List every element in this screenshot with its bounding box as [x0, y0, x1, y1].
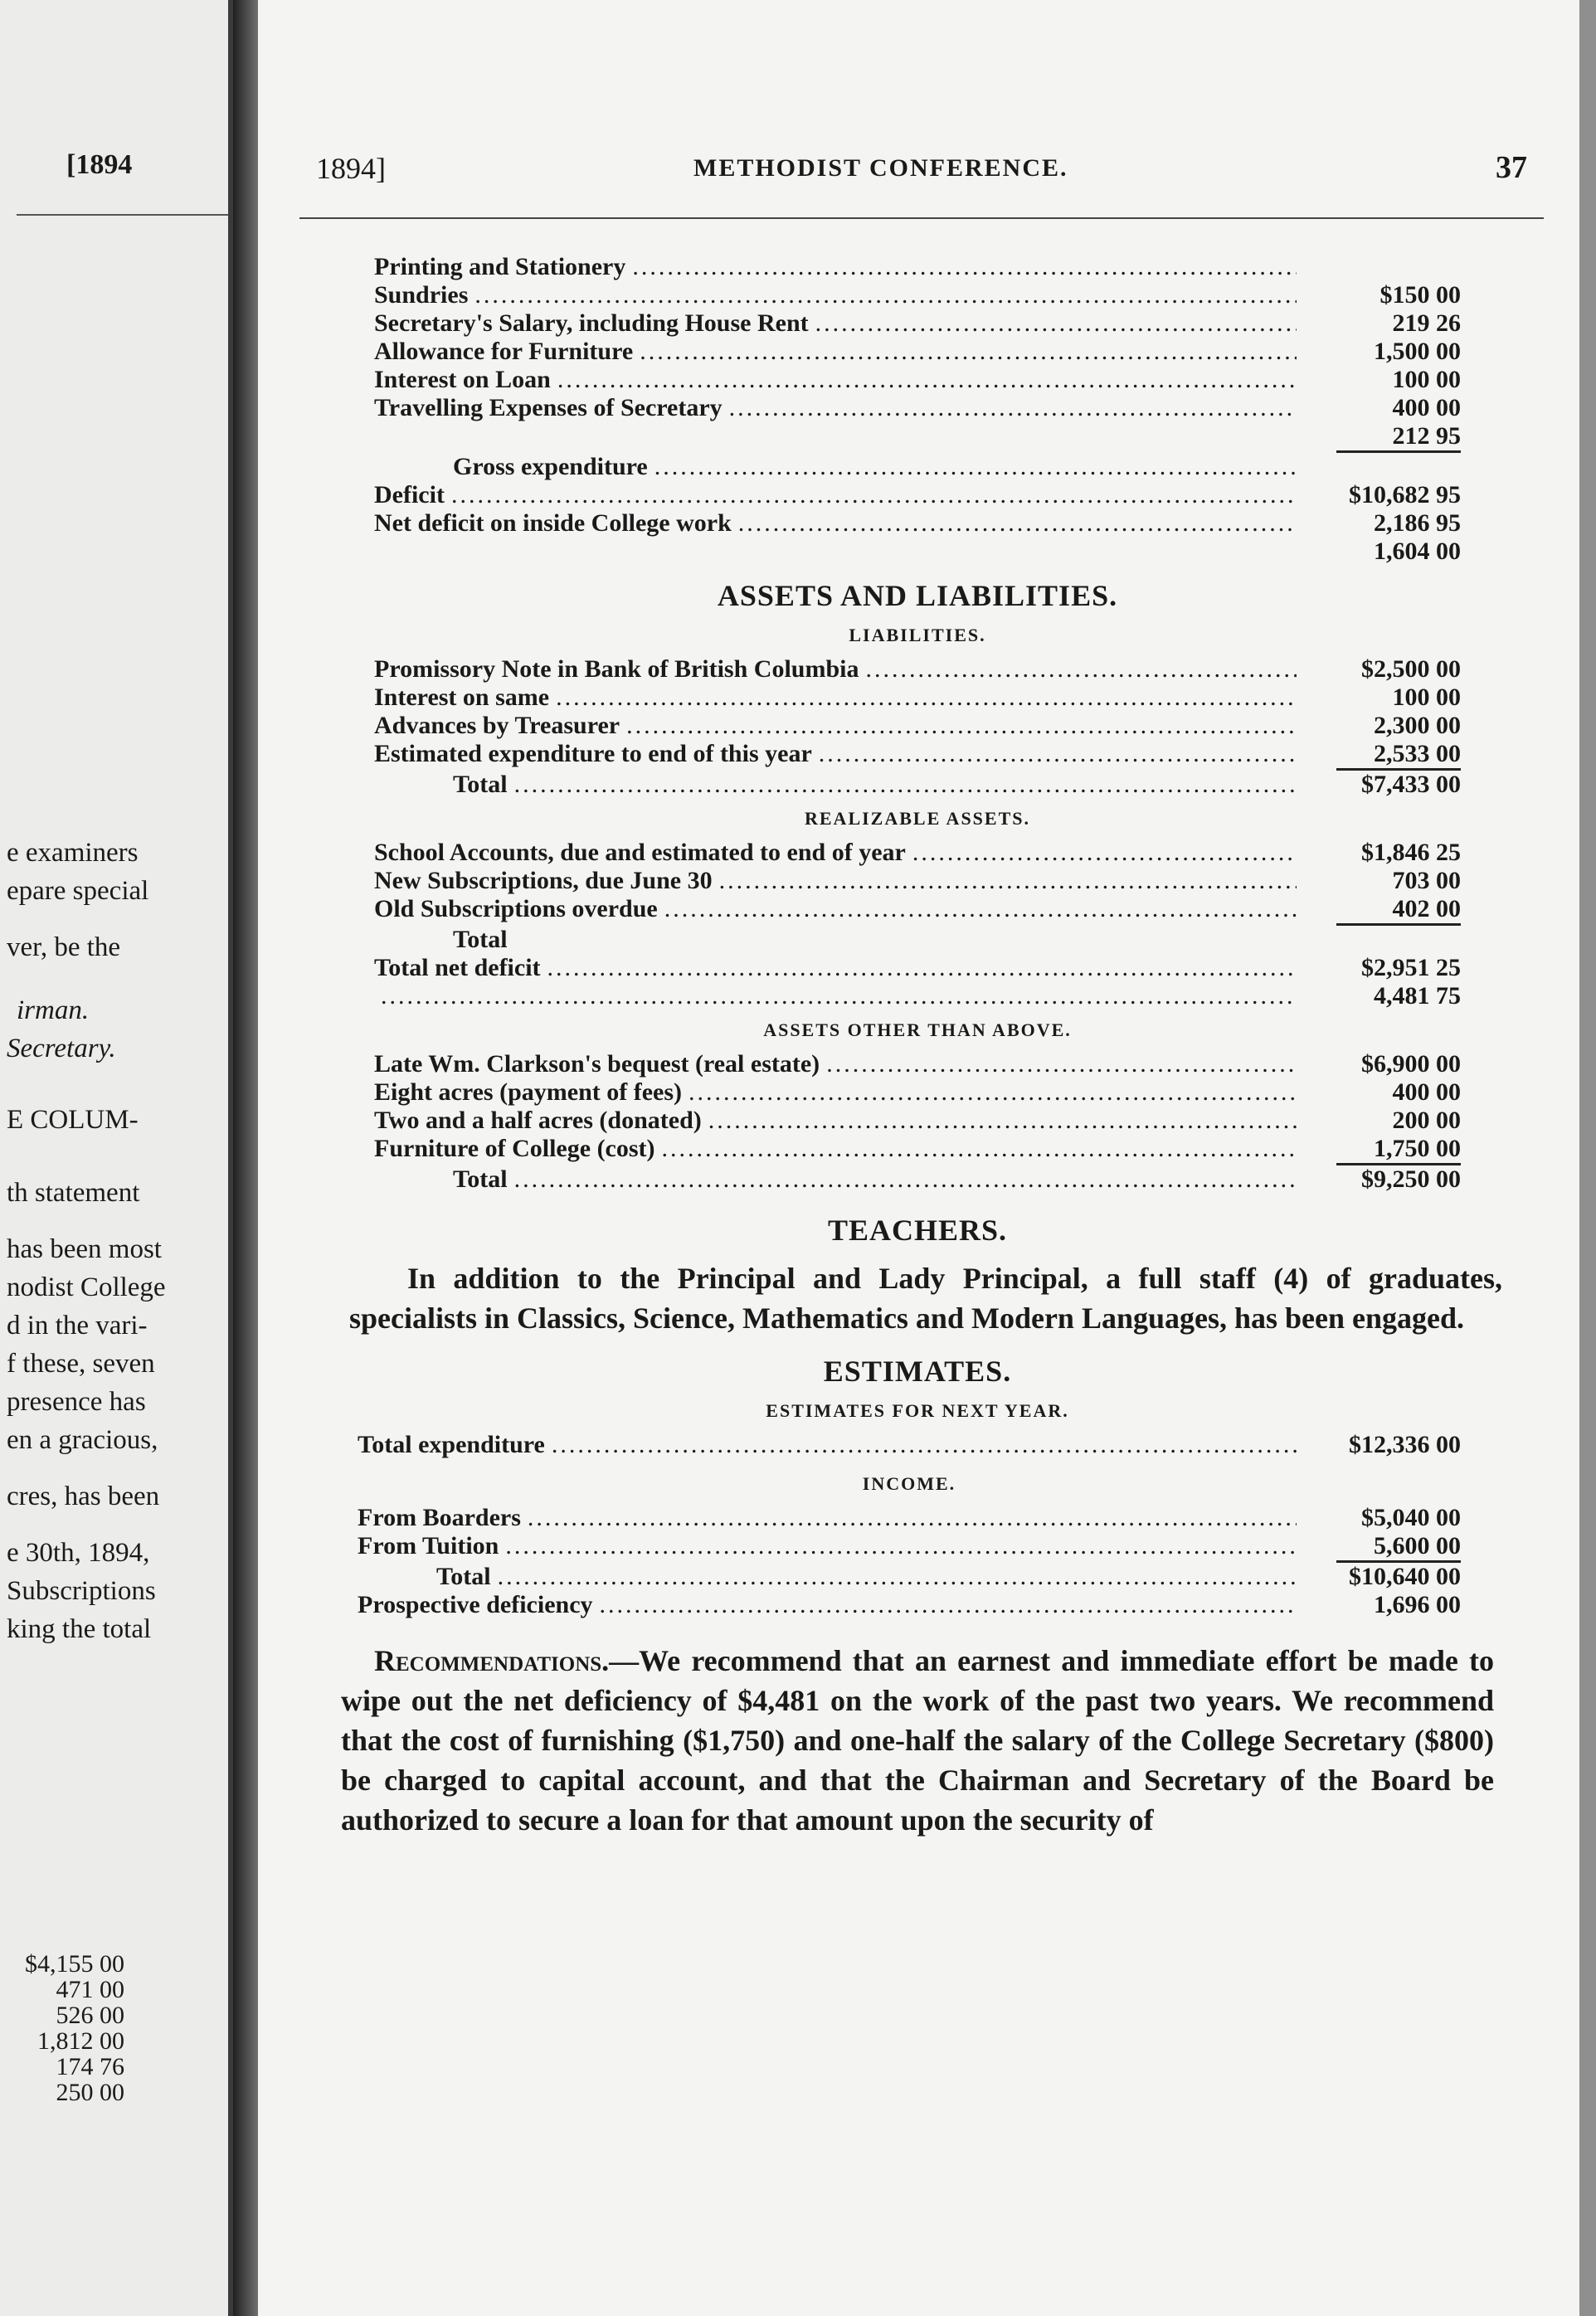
recommendations-text: —We recommend that an earnest and immediate effort be made to wipe out the net deficiency of $4,481 on the work of the past two years. We recommend that the cost of furnishing ($1,750) and one-half the salary of the College Secretary ($800) be charged to capital account, and that the Chairman and Secretary of the Board be authorized to secure a loan for that amount upon the security of — [341, 1644, 1494, 1837]
expense-row: 212 95 — [1392, 422, 1461, 450]
total-net-deficit-row: Total net deficit ..... $2,951 25 — [374, 954, 1461, 982]
expense-row: Interest on Loan ..... 100 00 — [374, 366, 1461, 394]
net-deficit-row: Net deficit on inside College work ..... 2,186 95 — [374, 509, 1461, 538]
left-line: f these, seven — [7, 1349, 155, 1379]
page-number: 37 — [1496, 150, 1527, 185]
left-line: irman. — [17, 995, 90, 1025]
left-amount: 1,812 00 — [37, 2027, 124, 2055]
left-line: epare special — [7, 876, 149, 906]
left-line: E COLUM- — [7, 1105, 139, 1135]
expense-row: Secretary's Salary, including House Rent ..... 219 26 — [374, 309, 1461, 338]
left-header-rule — [17, 214, 228, 216]
left-line: th statement — [7, 1178, 140, 1208]
estimates-subheading: ESTIMATES FOR NEXT YEAR. — [766, 1400, 1069, 1421]
gross-expenditure-row: Gross expenditure ..... — [374, 453, 1461, 481]
left-line: king the total — [7, 1614, 152, 1644]
header-title: METHODIST CONFERENCE. — [693, 154, 1068, 182]
left-amount: 526 00 — [56, 2002, 124, 2029]
header-rule — [299, 217, 1544, 219]
asset-row: Furniture of College (cost) ..... 1,750 00 — [374, 1135, 1461, 1163]
liability-row: Promissory Note in Bank of British Columbia ..... $2,500 00 — [374, 655, 1461, 684]
realizable-assets-list — [374, 839, 1461, 1010]
header-year: 1894] — [316, 152, 386, 185]
left-line: en a gracious, — [7, 1425, 158, 1455]
asset-row: Late Wm. Clarkson's bequest (real estate) ..... $6,900 00 — [374, 1050, 1461, 1078]
left-amount: 250 00 — [56, 2079, 124, 2106]
expense-row: Travelling Expenses of Secretary ..... 400 00 — [374, 394, 1461, 422]
expenditure-section — [374, 253, 1461, 566]
page-content — [341, 253, 1502, 1840]
left-line: Subscriptions — [7, 1576, 156, 1606]
total-net-deficit-row-2: ..... 4,481 75 — [374, 982, 1461, 1010]
left-line: cres, has been — [7, 1482, 160, 1511]
asset-row: Two and a half acres (donated) ..... 200 00 — [374, 1107, 1461, 1135]
liability-row: Estimated expenditure to end of this year ..... 2,533 00 — [374, 740, 1461, 768]
liability-row: Interest on same ..... 100 00 — [374, 684, 1461, 712]
other-assets-total-row: Total ..... $9,250 00 — [374, 1165, 1461, 1194]
estimates-heading: ESTIMATES. — [823, 1355, 1012, 1388]
left-amount: 174 76 — [56, 2053, 124, 2080]
left-line: e examiners — [7, 838, 139, 868]
expense-row: Sundries ..... $150 00 — [374, 281, 1461, 309]
left-page-text — [0, 834, 233, 1648]
liabilities-list — [374, 655, 1461, 799]
left-page-header: [1894 — [66, 149, 133, 180]
expense-row: Printing and Stationery ..... — [374, 253, 1461, 281]
asset-row: Eight acres (payment of fees) ..... 400 00 — [374, 1078, 1461, 1107]
asset-row: Old Subscriptions overdue ..... 402 00 — [374, 895, 1461, 923]
left-page-amounts — [0, 1951, 124, 2105]
left-line: Secretary. — [7, 1034, 116, 1063]
income-total-row: Total ..... $10,640 00 — [358, 1563, 1461, 1591]
asset-row: School Accounts, due and estimated to end of year ..... $1,846 25 — [374, 839, 1461, 867]
book-gutter — [233, 0, 258, 2316]
left-line: d in the vari- — [7, 1311, 148, 1340]
income-row: From Boarders ..... $5,040 00 — [358, 1504, 1461, 1532]
left-line: e 30th, 1894, — [7, 1538, 150, 1568]
asset-row: New Subscriptions, due June 30 ..... 703 00 — [374, 867, 1461, 895]
other-assets-list — [374, 1050, 1461, 1194]
expense-row: Allowance for Furniture ..... 1,500 00 — [374, 338, 1461, 366]
right-page — [258, 0, 1579, 2316]
net-deficit-row-2: 1,604 00 — [1374, 538, 1461, 565]
liabilities-heading: LIABILITIES. — [849, 625, 986, 645]
income-row: From Tuition ..... 5,600 00 — [358, 1532, 1461, 1560]
liability-row: Advances by Treasurer ..... 2,300 00 — [374, 712, 1461, 740]
running-head — [316, 141, 1527, 191]
deficit-row: Deficit ..... $10,682 95 — [374, 481, 1461, 509]
income-heading: INCOME. — [862, 1473, 956, 1494]
teachers-heading: TEACHERS. — [827, 1214, 1008, 1247]
assets-liabilities-heading: ASSETS AND LIABILITIES. — [717, 579, 1118, 612]
realizable-assets-heading: REALIZABLE ASSETS. — [805, 808, 1030, 829]
left-amount: 471 00 — [56, 1976, 124, 2003]
estimates-list — [358, 1431, 1461, 1619]
total-expenditure-row: Total expenditure ..... $12,336 00 — [358, 1431, 1461, 1459]
left-line: nodist College — [7, 1272, 166, 1302]
recommendations-heading: Recommendations. — [374, 1644, 610, 1677]
left-line: presence has — [7, 1387, 146, 1417]
left-line: has been most — [7, 1234, 162, 1264]
left-amount: $4,155 00 — [25, 1950, 124, 1978]
teachers-paragraph: In addition to the Principal and Lady Principal, a full staff (4) of graduates, specialists in Classics, Science, Mathematics and Modern Languages, has been engaged. — [349, 1262, 1502, 1335]
prospective-deficiency-row: Prospective deficiency ..... 1,696 00 — [358, 1591, 1461, 1619]
liabilities-total-row: Total ..... $7,433 00 — [374, 771, 1461, 799]
left-line: ver, be the — [7, 932, 121, 962]
other-assets-heading: ASSETS OTHER THAN ABOVE. — [763, 1019, 1072, 1040]
left-page — [0, 0, 233, 2316]
recommendations-paragraph — [341, 1641, 1494, 1840]
realizable-total-row: Total — [453, 926, 508, 953]
